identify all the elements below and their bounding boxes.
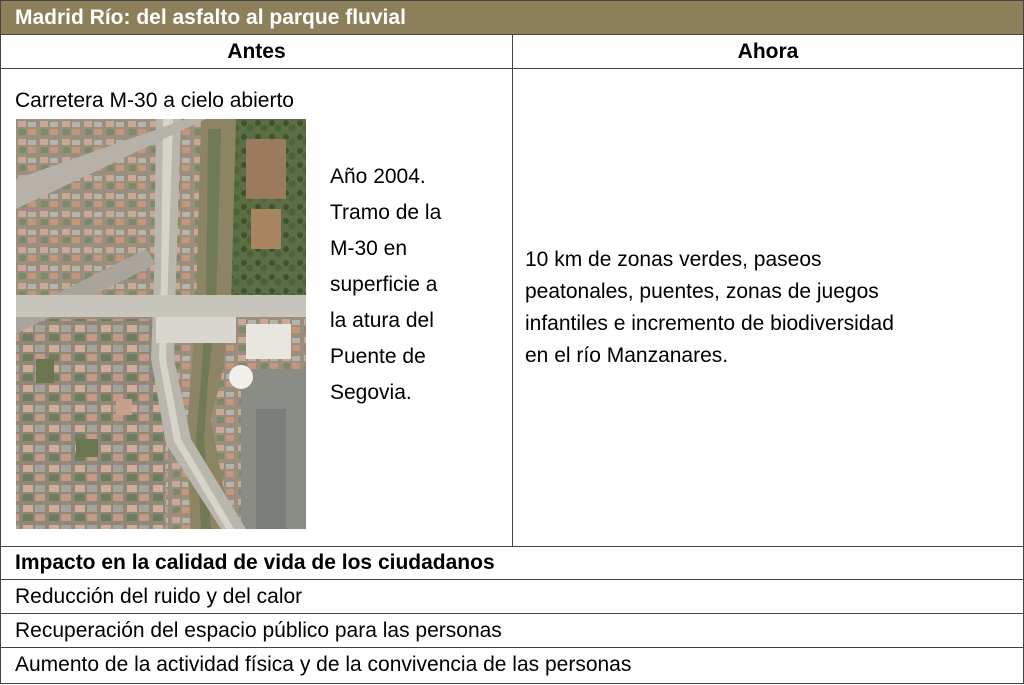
map-note xyxy=(330,159,500,411)
impact-item-row xyxy=(0,614,1024,648)
impact-title: Impacto en la calidad de vida de los ciudadanos xyxy=(15,551,495,574)
antes-caption: Carretera M-30 a cielo abierto xyxy=(15,89,294,112)
map-note-line: Segovia. xyxy=(330,381,412,404)
table-title-row xyxy=(0,0,1024,35)
column-header-antes: Antes xyxy=(227,39,286,63)
impact-item: Reducción del ruido y del calor xyxy=(15,585,303,608)
table-title: Madrid Río: del asfalto al parque fluvial xyxy=(15,6,406,29)
ahora-line: en el río Manzanares. xyxy=(525,344,729,367)
map-note-line: superficie a xyxy=(330,273,438,296)
impact-title-row xyxy=(0,547,1024,580)
ahora-description xyxy=(525,244,995,372)
impact-item-row xyxy=(0,580,1024,614)
column-header-row xyxy=(0,35,1024,69)
aerial-map-image xyxy=(16,119,306,529)
map-note-line: Año 2004. xyxy=(330,165,426,188)
map-note-line: M-30 en xyxy=(330,237,408,260)
comparison-body-row xyxy=(0,69,1024,547)
impact-item: Recuperación del espacio público para las personas xyxy=(15,619,502,642)
map-note-line: la atura del xyxy=(330,309,434,332)
map-note-line: Tramo de la xyxy=(330,201,442,224)
column-header-ahora: Ahora xyxy=(737,39,799,63)
column-divider xyxy=(512,69,513,546)
map-note-line: Puente de xyxy=(330,345,426,368)
ahora-line: 10 km de zonas verdes, paseos xyxy=(525,248,822,271)
impact-item-row xyxy=(0,648,1024,684)
impact-item: Aumento de la actividad física y de la convivencia de las personas xyxy=(15,653,632,676)
ahora-line: infantiles e incremento de biodiversidad xyxy=(525,312,894,335)
ahora-line: peatonales, puentes, zonas de juegos xyxy=(525,280,879,303)
